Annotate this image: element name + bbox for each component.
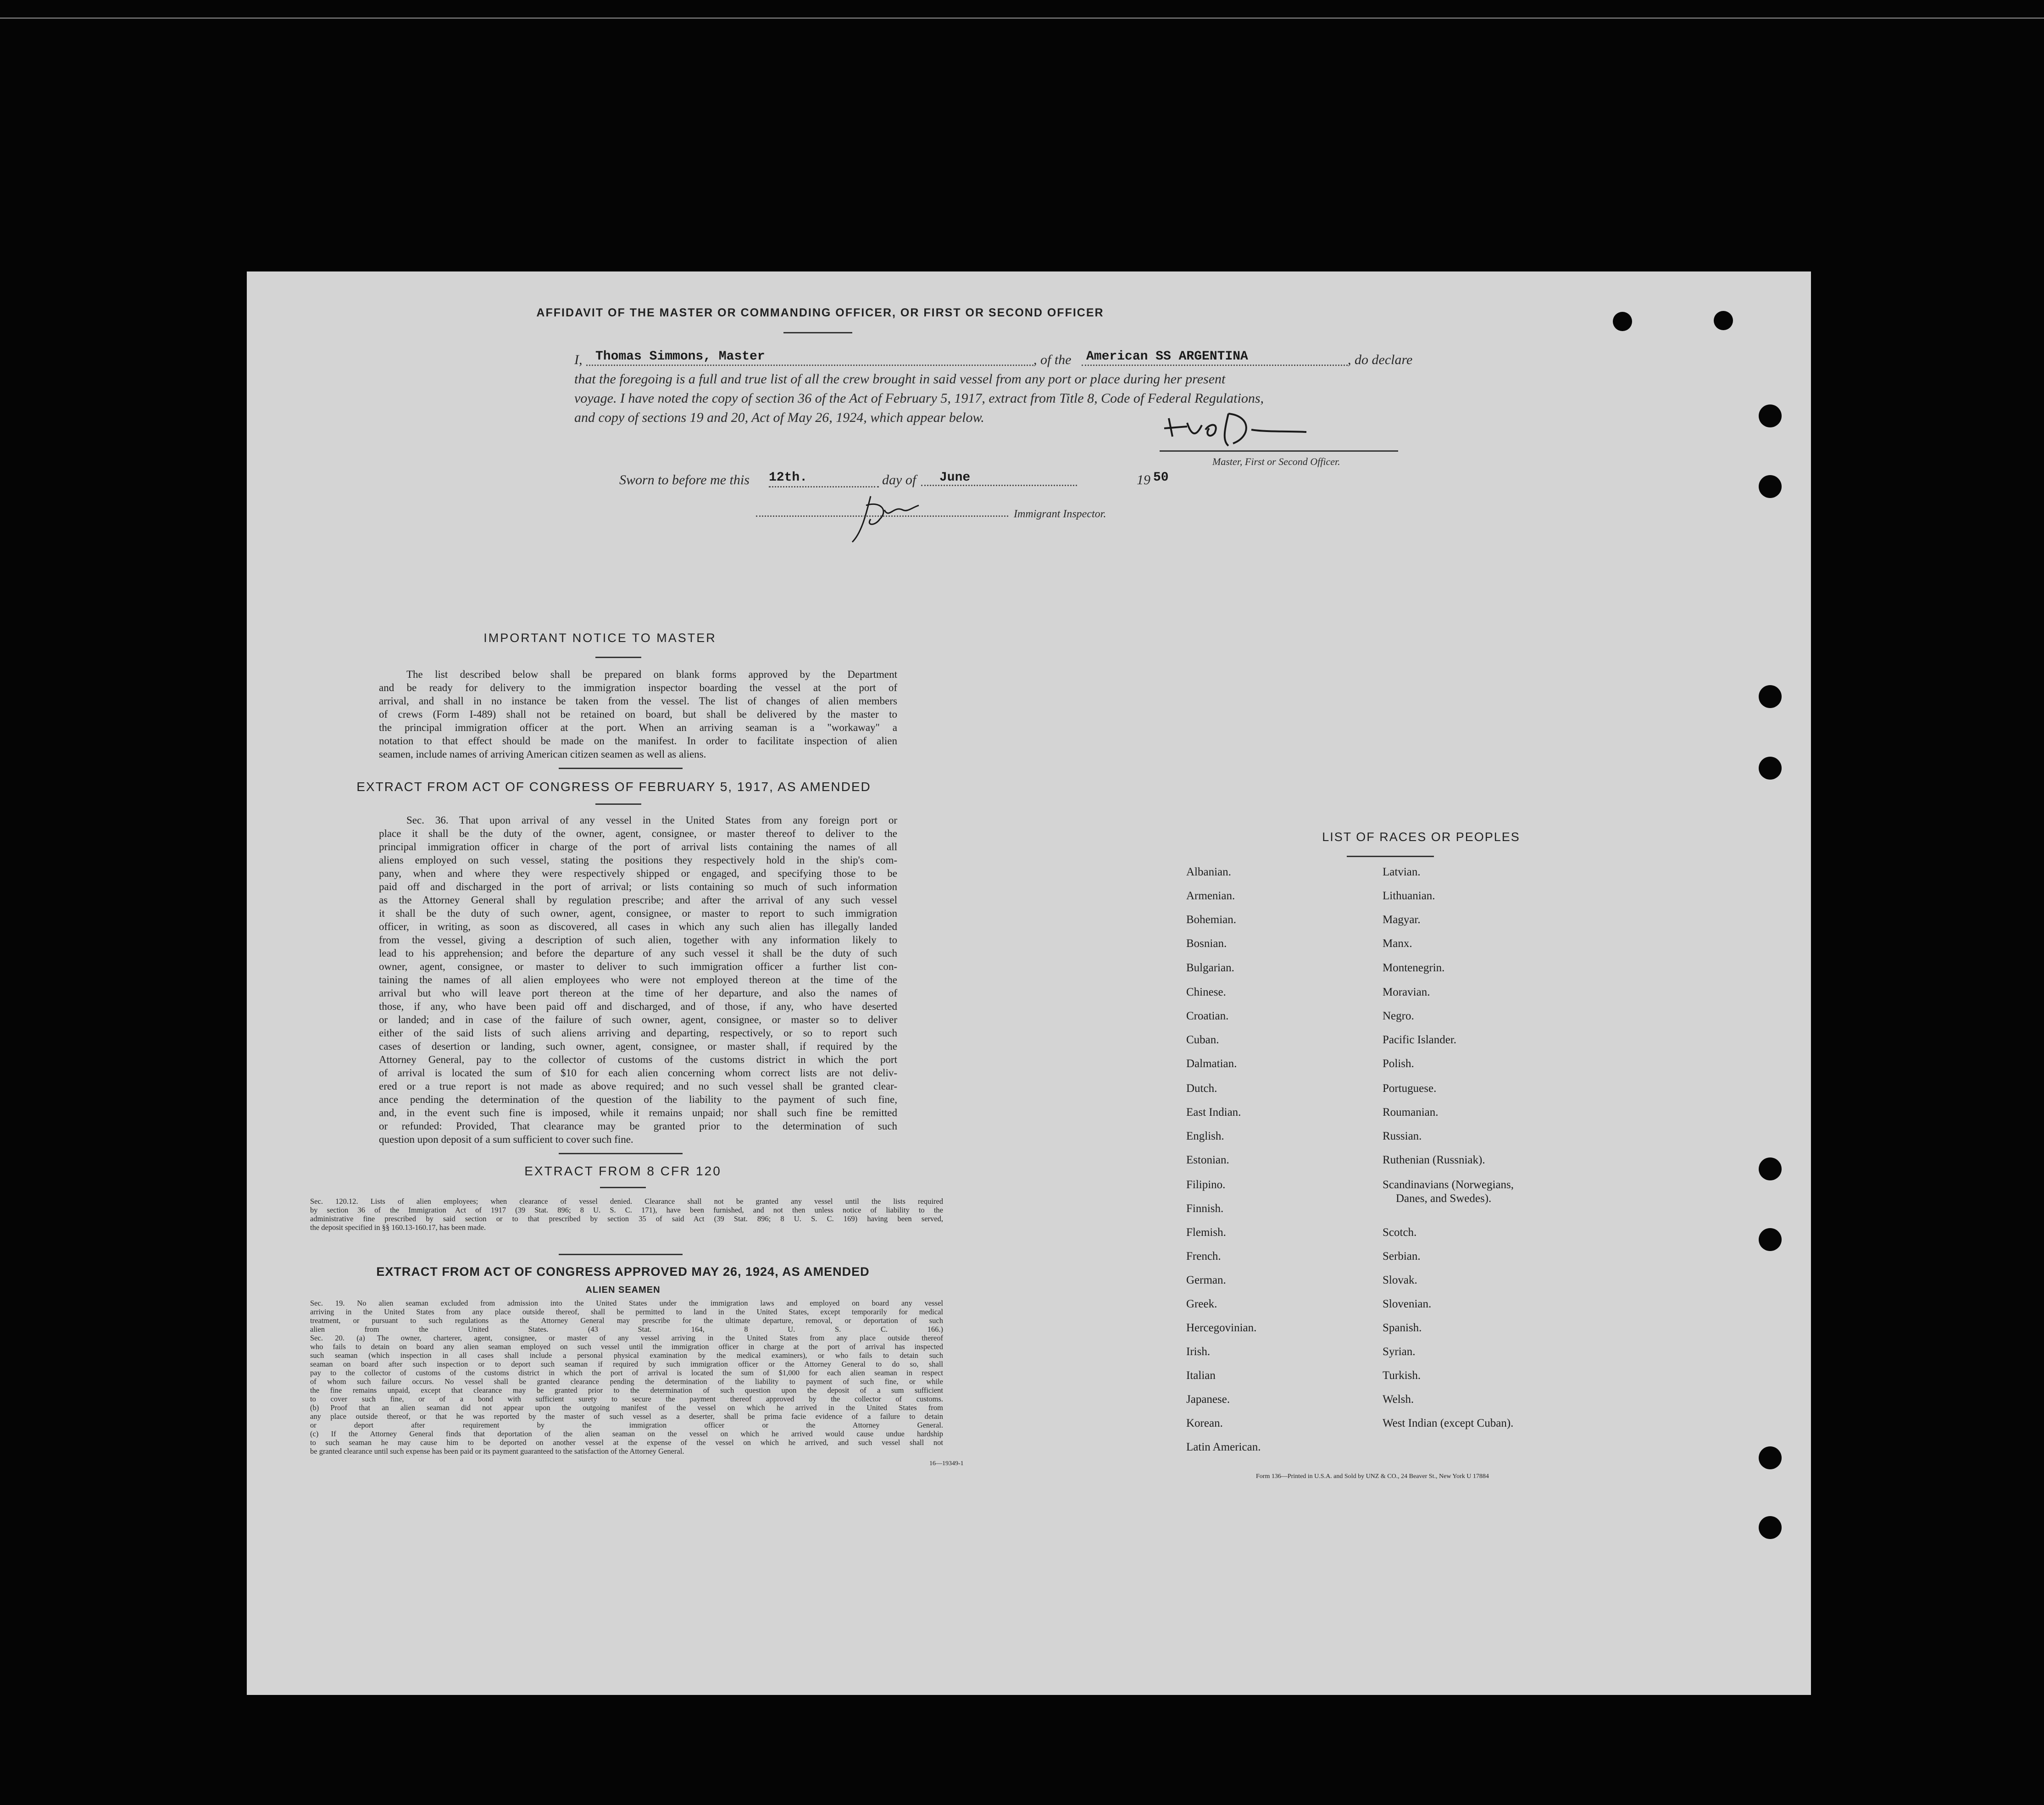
extract-1924-line: pay to the collector of customs of the customs district in which the port of arrival is located the sum of $1,000 for each alien seaman in respect — [310, 1368, 943, 1377]
race-item: Hercegovinian. — [1186, 1322, 1257, 1334]
affidavit-title: AFFIDAVIT OF THE MASTER OR COMMANDING OFFICER, OR FIRST OR SECOND OFFICER — [536, 306, 1104, 319]
extract-1917-line: as the Attorney General shall by regulation prescribe; and after the arrival of any such vessel — [379, 894, 897, 906]
punch-hole — [1759, 757, 1782, 780]
extract-1917-line: aliens employed on such vessel, stating the positions they respectively hold in the ship's com- — [379, 854, 897, 866]
race-item: Danes, and Swedes). — [1396, 1192, 1492, 1205]
extract-1917-line: cases of desertion or landing, such owner, agent, consignee, or master shall, if required by the — [379, 1041, 897, 1052]
extract-1924-line: be granted clearance until such expense has been paid or its payment guaranteed to the satisfaction of the Attorney General. — [310, 1447, 684, 1456]
race-item: Bohemian. — [1186, 914, 1237, 926]
race-item: Croatian. — [1186, 1010, 1229, 1022]
race-item: Chinese. — [1186, 986, 1226, 998]
punch-hole — [1759, 685, 1782, 708]
race-item: Korean. — [1186, 1417, 1223, 1429]
master-name: Thomas Simmons, Master — [595, 349, 765, 364]
race-item: Spanish. — [1383, 1322, 1422, 1334]
extract-1924-line: seaman on board after such inspection or to deport such seaman if required by such immigration officer or the Attorney General to do so, shall — [310, 1360, 943, 1368]
year-prefix: 19 — [1137, 472, 1150, 487]
race-item: Turkish. — [1383, 1369, 1421, 1382]
race-item: German. — [1186, 1274, 1226, 1286]
punch-hole — [1759, 1228, 1782, 1251]
race-item: Syrian. — [1383, 1345, 1416, 1358]
divider — [595, 803, 641, 805]
race-item: Ruthenian (Russniak). — [1383, 1154, 1485, 1166]
extract-1917-line: question upon deposit of a sum sufficient to cover such fine. — [379, 1134, 633, 1145]
race-item: Slovak. — [1383, 1274, 1417, 1286]
extract-1924-line: arriving in the United States from any place outside thereof, shall be permitted to land in the United States, except temporarily for medical — [310, 1307, 943, 1316]
extract-1917-line: Sec. 36. That upon arrival of any vessel in the United States from any foreign port or — [406, 814, 897, 826]
extract-1917-line: ered or a true report is not made as above required; and no such vessel shall be granted clear- — [379, 1080, 897, 1092]
extract-1917-line: those, if any, who have been paid off and discharged, and of those, if any, who have deserted — [379, 1001, 897, 1012]
race-item: Polish. — [1383, 1058, 1414, 1070]
document-page — [247, 271, 1811, 1695]
master-signature-line — [1160, 450, 1398, 452]
master-caption: Master, First or Second Officer. — [1212, 456, 1340, 467]
extract-1924-body — [310, 1299, 943, 1456]
race-item: Cuban. — [1186, 1034, 1219, 1046]
extract-1917-line: owner, agent, consignee, or master to deliver to such immigration officer a further list con- — [379, 961, 897, 972]
notice-line: arrival, and shall in no instance be taken from the vessel. The list of changes of alien members — [379, 695, 897, 707]
extract-1917-line: arrival but who will leave port thereon at the time of her departure, and also the names of — [379, 987, 897, 999]
extract-1924-line: to such seaman he may cause him to be deported on another vessel at the expense of the vessel on which he arrived, and such vessel shall not — [310, 1438, 943, 1447]
race-item: Filipino. — [1186, 1179, 1226, 1191]
divider — [600, 1187, 646, 1188]
race-item: Albanian. — [1186, 866, 1231, 878]
extract-1917-line: officer, in writing, as soon as discovered, all cases in which any such alien has illegally landed — [379, 921, 897, 932]
extract-cfr-line: administrative fine prescribed by said section or to that prescribed by section 35 of said Act (39 Stat. 896; 8 U. S. C. 169) having been served, — [310, 1214, 943, 1223]
extract-1917-line: of arrival is located the sum of $10 for each alien concerning whom correct lists are not deliv- — [379, 1067, 897, 1079]
divider — [595, 657, 641, 658]
do-declare-label: , do declare — [1348, 352, 1413, 367]
month-value: June — [939, 471, 971, 485]
extract-1924-line: to cover such fine, or of a bond with sufficient surety to secure the payment thereof approved by the collector of customs. — [310, 1395, 943, 1403]
extract-1924-line: the fine remains unpaid, except that clearance may be granted prior to the determination of such question upon the deposit of a sum sufficient — [310, 1386, 943, 1395]
divider — [783, 332, 852, 333]
race-item: Slovenian. — [1383, 1298, 1432, 1310]
extract-1924-line: (b) Proof that an alien seaman did not appear upon the outgoing manifest of the vessel on which he arrived in the United States from — [310, 1403, 943, 1412]
race-item: Latvian. — [1383, 866, 1421, 878]
affidavit-line4: and copy of sections 19 and 20, Act of May 26, 1924, which appear below. — [574, 410, 984, 425]
extract-cfr-line: by section 36 of the Immigration Act of 1917 (39 Stat. 896; 8 U. S. C. 171), have been furnished, and not then unless notice of liability to the — [310, 1206, 943, 1214]
notice-body — [379, 668, 897, 761]
race-item: West Indian (except Cuban). — [1383, 1417, 1514, 1429]
extract-cfr-body — [310, 1197, 943, 1232]
extract-1917-line: or refunded: Provided, That clearance may be granted prior to the determination of such — [379, 1120, 897, 1132]
race-item: Montenegrin. — [1383, 962, 1445, 974]
extract-1924-line: any place outside thereof, or that he was reported by the master of such vessel as a deserter, shall be prima facie evidence of a failure to detain — [310, 1412, 943, 1421]
master-name-field — [586, 349, 1033, 366]
punch-hole — [1613, 312, 1632, 331]
race-item: Negro. — [1383, 1010, 1414, 1022]
race-item: Armenian. — [1186, 890, 1235, 902]
punch-hole — [1714, 311, 1733, 330]
race-item: Bosnian. — [1186, 937, 1227, 950]
race-item: Scandinavians (Norwegians, — [1383, 1179, 1514, 1191]
extract-cfr-line: Sec. 120.12. Lists of alien employees; when clearance of vessel denied. Clearance shall not be granted any vessel until the lists required — [310, 1197, 943, 1206]
punch-hole — [1759, 1157, 1782, 1180]
race-item: Dutch. — [1186, 1082, 1217, 1095]
extract-1917-line: or landed; and in case of the failure of such owner, agent, consignee, or master so to deliver — [379, 1014, 897, 1025]
race-item: Pacific Islander. — [1383, 1034, 1457, 1046]
affidavit-i: I, — [574, 352, 583, 367]
extract-1917-line: and, in the event such fine is imposed, while it remains unpaid; nor shall such fine be remitted — [379, 1107, 897, 1118]
notice-title: IMPORTANT NOTICE TO MASTER — [483, 631, 717, 645]
punch-hole — [1759, 1446, 1782, 1469]
extract-1924-line: treatment, or pursuant to such regulations as the Attorney General may prescribe for the ultimate departure, removal, or deportation of such — [310, 1316, 943, 1325]
inspector-signature-line — [756, 514, 1008, 517]
extract-1917-line: Attorney General, pay to the collector of customs of the customs district in which the port — [379, 1054, 897, 1065]
extract-1917-line: taining the names of all alien employees who were not employed thereon at the time of the — [379, 974, 897, 986]
extract-1917-line: pany, when and where they were respectively shipped or engaged, and specifying those to be — [379, 868, 897, 879]
races-title: LIST OF RACES OR PEOPLES — [1322, 830, 1520, 844]
race-item: Welsh. — [1383, 1393, 1414, 1406]
extract-1917-line: either of the said lists of such aliens arriving and departing, respectively, or so to report such — [379, 1027, 897, 1039]
extract-1924-line: of whom such failure occurs. No vessel shall be granted clearance pending the determination of the liability to payment of such fine, or while — [310, 1377, 943, 1386]
race-item: Manx. — [1383, 937, 1412, 950]
form-number: 16—19349-1 — [929, 1460, 964, 1467]
extract-1924-line: alien from the United States. (43 Stat. 164, 8 U. S. C. 166.) — [310, 1325, 943, 1334]
extract-1924-line: who fails to detain on board any alien seaman employed on such vessel until the immigration officer in charge at the port of arrival has inspected — [310, 1342, 943, 1351]
vessel-name: American SS ARGENTINA — [1086, 349, 1248, 364]
of-the-label: , of the — [1033, 352, 1072, 367]
extract-1917-line: place it shall be the duty of the owner, agent, consignee, or master thereof to deliver to the — [379, 828, 897, 839]
extract-1924-line: or deport after requirement by the immigration officer or the Attorney General. — [310, 1421, 943, 1429]
divider — [1347, 856, 1434, 857]
month-field — [921, 471, 1077, 486]
race-item: Portuguese. — [1383, 1082, 1437, 1095]
extract-1917-line: paid off and discharged in the port of arrival; or lists containing so much of such information — [379, 881, 897, 892]
race-item: Serbian. — [1383, 1250, 1421, 1262]
notice-line: the principal immigration officer at the port. When an arriving seaman is a "workaway" a — [379, 722, 897, 733]
extract-1924-line: (c) If the Attorney General finds that deportation of the alien seaman on the vessel on which he arrived would cause undue hardship — [310, 1429, 943, 1438]
race-item: Roumanian. — [1383, 1106, 1439, 1118]
notice-line: The list described below shall be prepared on blank forms approved by the Department — [406, 669, 897, 680]
extract-1924-line: such seaman (which inspection in all cases shall include a personal physical examination by the medical examiners), or who fails to detain such — [310, 1351, 943, 1360]
notice-line: and be ready for delivery to the immigration inspector boarding the vessel at the port of — [379, 682, 897, 693]
race-item: Finnish. — [1186, 1202, 1224, 1215]
affidavit-line3: voyage. I have noted the copy of section 36 of the Act of February 5, 1917, extract from Title 8, Code of Federal Regulations, — [574, 391, 1264, 406]
sworn-label: Sworn to before me this — [619, 472, 750, 487]
punch-hole — [1759, 404, 1782, 427]
inspector-caption: Immigrant Inspector. — [1014, 508, 1106, 520]
race-item: Lithuanian. — [1383, 890, 1435, 902]
footer-imprint: Form 136—Printed in U.S.A. and Sold by UNZ & CO., 24 Beaver St., New York U 17884 — [1256, 1473, 1489, 1480]
notice-line: notation to that effect should be made on the manifest. In order to facilitate inspection of alien — [379, 735, 897, 747]
divider — [559, 1254, 683, 1255]
vessel-field — [1082, 349, 1348, 366]
extract-1917-title: EXTRACT FROM ACT OF CONGRESS OF FEBRUARY 5, 1917, AS AMENDED — [356, 780, 871, 794]
notice-line: seamen, include names of arriving American citizen seamen as well as aliens. — [379, 748, 706, 760]
race-item: Italian — [1186, 1369, 1216, 1382]
extract-1917-line: from the vessel, giving a description of such alien, together with any information likely to — [379, 934, 897, 946]
extract-1924-line: Sec. 19. No alien seaman excluded from admission into the United States under the immigration laws and employed on board any vessel — [310, 1299, 943, 1307]
race-item: Irish. — [1186, 1345, 1211, 1358]
race-item: Flemish. — [1186, 1226, 1226, 1239]
race-item: Scotch. — [1383, 1226, 1417, 1239]
day-of-label: day of — [882, 472, 916, 487]
affidavit-line2: that the foregoing is a full and true list of all the crew brought in said vessel from any port or place during her present — [574, 371, 1226, 387]
race-item: Dalmatian. — [1186, 1058, 1237, 1070]
divider — [559, 768, 683, 769]
divider — [559, 1153, 683, 1154]
day-value: 12th. — [769, 471, 808, 485]
year-suffix: 50 — [1153, 471, 1169, 485]
extract-1917-line: it shall be the duty of such owner, agent, consignee, or master to report to such immigration — [379, 908, 897, 919]
race-item: Magyar. — [1383, 914, 1421, 926]
punch-hole — [1759, 1516, 1782, 1539]
race-item: Russian. — [1383, 1130, 1422, 1142]
top-scan-edge — [0, 17, 2044, 19]
race-item: Greek. — [1186, 1298, 1217, 1310]
race-item: Bulgarian. — [1186, 962, 1234, 974]
day-field — [769, 471, 879, 487]
extract-1917-body — [379, 814, 897, 1146]
extract-cfr-line: the deposit specified in §§ 160.13-160.17, has been made. — [310, 1223, 486, 1232]
extract-1924-line: Sec. 20. (a) The owner, charterer, agent, consignee, or master of any vessel arriving in the United States from any place outside thereof — [310, 1334, 943, 1342]
extract-1924-title: EXTRACT FROM ACT OF CONGRESS APPROVED MAY 26, 1924, AS AMENDED — [376, 1265, 870, 1279]
extract-1917-line: lead to his apprehension; and before the departure of any such vessel it shall be the duty of such — [379, 947, 897, 959]
race-item: Estonian. — [1186, 1154, 1229, 1166]
race-item: French. — [1186, 1250, 1221, 1262]
inspector-signature — [839, 492, 930, 547]
extract-cfr-title: EXTRACT FROM 8 CFR 120 — [524, 1164, 722, 1178]
extract-1924-subtitle: ALIEN SEAMEN — [585, 1285, 661, 1295]
race-item: Latin American. — [1186, 1441, 1261, 1453]
extract-1917-line: principal immigration officer in charge of the port of arrival lists containing the names of all — [379, 841, 897, 853]
race-item: East Indian. — [1186, 1106, 1241, 1118]
race-item: Japanese. — [1186, 1393, 1230, 1406]
notice-line: of crews (Form I-489) shall not be retained on board, but shall be delivered by the master to — [379, 709, 897, 720]
race-item: Moravian. — [1383, 986, 1430, 998]
extract-1917-line: ance pending the determination of the question of the liability to the payment of such fine, — [379, 1094, 897, 1105]
punch-hole — [1759, 475, 1782, 498]
race-item: English. — [1186, 1130, 1224, 1142]
master-signature — [1160, 404, 1316, 455]
